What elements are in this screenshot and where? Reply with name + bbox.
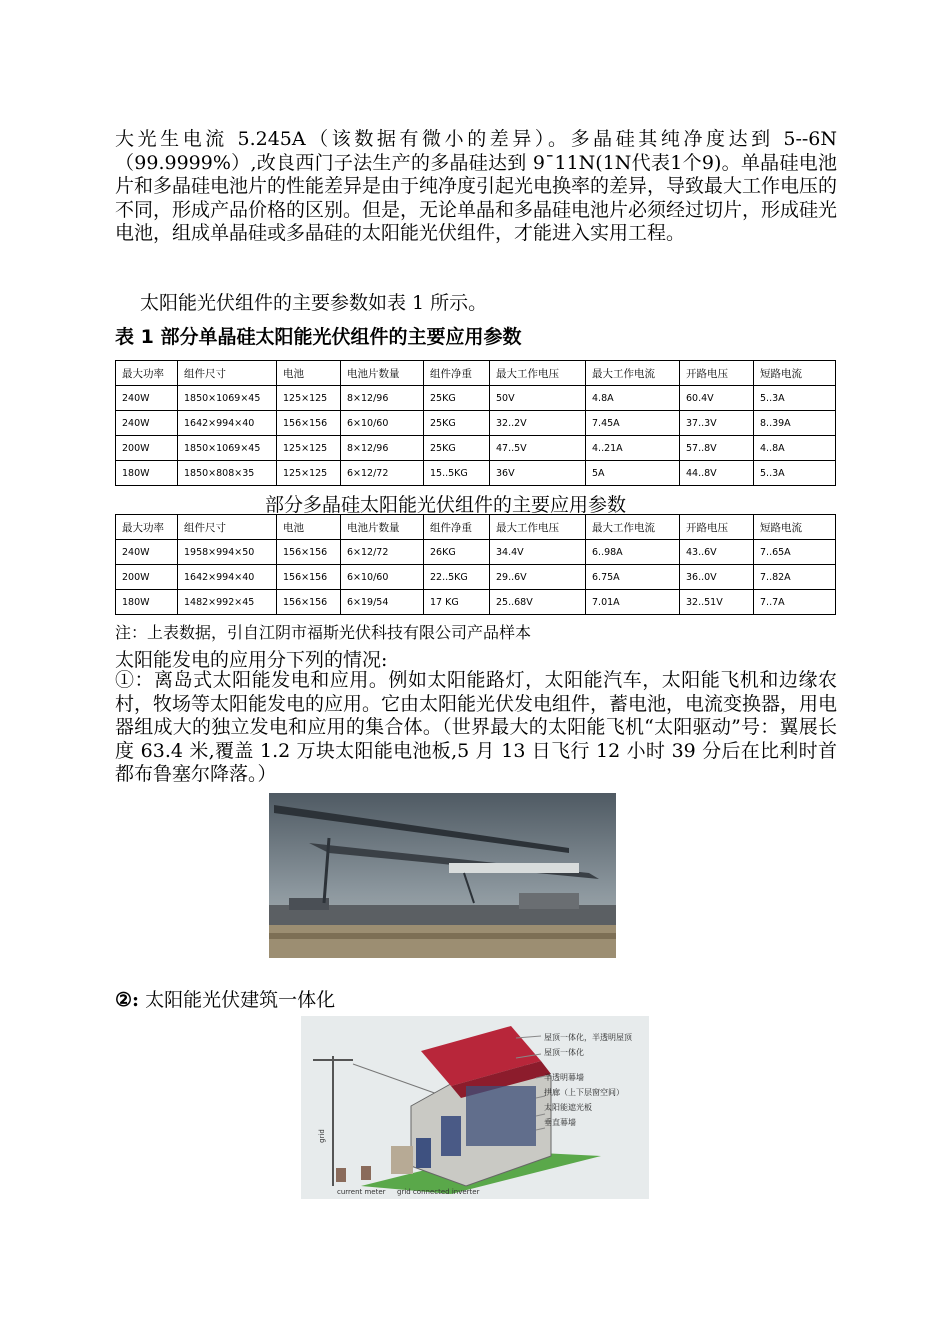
diagram-inverter-label: grid connected inverter [397, 1188, 480, 1196]
source-note: 注：上表数据，引自江阴市福斯光伏科技有限公司产品样本 [115, 623, 532, 642]
table-row [116, 565, 836, 590]
table-cell: 6×10/60 [341, 565, 424, 590]
table-cell: 1642×994×40 [178, 411, 277, 436]
table-cell: 7..65A [754, 540, 836, 565]
table-cell: 240W [116, 540, 178, 565]
table-header-cell: 最大工作电压 [490, 361, 586, 386]
table-cell: 6×19/54 [341, 590, 424, 615]
table-cell: 36..0V [680, 565, 754, 590]
app2-number: ②: [115, 989, 140, 1011]
diagram-label: 屋顶一体化 [544, 1048, 584, 1057]
table-cell: 7..7A [754, 590, 836, 615]
table-header-cell: 最大工作电压 [490, 515, 586, 540]
bipv-diagram [301, 1016, 649, 1199]
table-cell: 34.4V [490, 540, 586, 565]
app2-text: 太阳能光伏建筑一体化 [145, 989, 336, 1011]
table-cell: 37..3V [680, 411, 754, 436]
table-cell: 6..98A [586, 540, 680, 565]
table-cell: 44..8V [680, 461, 754, 486]
table-cell: 7.01A [586, 590, 680, 615]
table-cell: 156×156 [277, 540, 341, 565]
table-cell: 5..3A [754, 386, 836, 411]
table-header-cell: 短路电流 [754, 515, 836, 540]
table-header-cell: 最大工作电流 [586, 361, 680, 386]
diagram-label: 太阳能遮光板 [544, 1103, 592, 1112]
table-cell: 1850×1069×45 [178, 436, 277, 461]
table-cell: 8×12/96 [341, 436, 424, 461]
table-cell: 240W [116, 386, 178, 411]
table-cell: 22..5KG [424, 565, 490, 590]
table-cell: 156×156 [277, 590, 341, 615]
table-cell: 57..8V [680, 436, 754, 461]
table-header-cell: 短路电流 [754, 361, 836, 386]
table-cell: 4.8A [586, 386, 680, 411]
table-cell: 1958×994×50 [178, 540, 277, 565]
table-row [116, 540, 836, 565]
table-cell: 6×12/72 [341, 540, 424, 565]
table-header-cell: 电池片数量 [341, 515, 424, 540]
table-cell: 4..21A [586, 436, 680, 461]
table-header-cell: 开路电压 [680, 515, 754, 540]
table-header-cell: 组件尺寸 [178, 361, 277, 386]
table-cell: 125×125 [277, 436, 341, 461]
table-cell: 125×125 [277, 386, 341, 411]
table-cell: 5A [586, 461, 680, 486]
table-header-cell: 最大功率 [116, 515, 178, 540]
mono-params-table [115, 360, 836, 486]
table-header-cell: 电池 [277, 361, 341, 386]
table-cell: 1642×994×40 [178, 565, 277, 590]
table-row [116, 436, 836, 461]
table-row [116, 411, 836, 436]
table1-title: 表 1 部分单晶硅太阳能光伏组件的主要应用参数 [115, 326, 522, 348]
table-cell: 32..2V [490, 411, 586, 436]
table-row [116, 461, 836, 486]
table-header-cell: 组件净重 [424, 515, 490, 540]
table-cell: 240W [116, 411, 178, 436]
table-cell: 25KG [424, 436, 490, 461]
table-header-cell: 最大工作电流 [586, 515, 680, 540]
table-cell: 200W [116, 565, 178, 590]
table-cell: 43..6V [680, 540, 754, 565]
table-cell: 7..82A [754, 565, 836, 590]
body-paragraph-silicon: 大光生电流 5.245A（该数据有微小的差异）。多晶硅其纯净度达到 5--6N（99.9999%）,改良西门子法生产的多晶硅达到 9¯11N(1N代表1个9)。单晶硅电池片和多晶硅电池片的性能差异是由于纯净度引起光电换率的差异，导致最大工作电压的不同，形成产品价格的区别。但是，无论单晶和多晶硅电池片必须经过切片，形成硅光电池，组成单晶硅或多晶硅的太阳能光伏组件，才能进入实用工程。 [115, 128, 838, 244]
table-cell: 6×12/72 [341, 461, 424, 486]
table-cell: 60.4V [680, 386, 754, 411]
table-cell: 6.75A [586, 565, 680, 590]
diagram-label: 半透明幕墙 [544, 1073, 584, 1082]
table-cell: 50V [490, 386, 586, 411]
table-cell: 25KG [424, 411, 490, 436]
diagram-labels [544, 1030, 632, 1130]
table-cell: 5..3A [754, 461, 836, 486]
table-cell: 200W [116, 436, 178, 461]
table-cell: 47..5V [490, 436, 586, 461]
table-cell: 1850×808×35 [178, 461, 277, 486]
table-row [116, 386, 836, 411]
table2-title: 部分多晶硅太阳能光伏组件的主要应用参数 [265, 494, 627, 516]
diagram-meter-label: current meter [337, 1188, 386, 1196]
table-cell: 125×125 [277, 461, 341, 486]
table-header-cell: 组件尺寸 [178, 515, 277, 540]
apps-title: 太阳能发电的应用分下列的情况: [115, 649, 388, 671]
solar-plane-photo [269, 793, 616, 958]
table-cell: 7.45A [586, 411, 680, 436]
diagram-label: 垂直幕墙 [544, 1118, 576, 1127]
table-cell: 36V [490, 461, 586, 486]
table-cell: 25..68V [490, 590, 586, 615]
diagram-label: 屋顶一体化，半透明屋顶 [544, 1033, 632, 1042]
table-cell: 156×156 [277, 411, 341, 436]
app2-line [115, 985, 335, 1012]
table-cell: 32..51V [680, 590, 754, 615]
table-cell: 180W [116, 461, 178, 486]
table-intro: 太阳能光伏组件的主要参数如表 1 所示。 [140, 292, 488, 314]
table-cell: 1482×992×45 [178, 590, 277, 615]
table-cell: 8×12/96 [341, 386, 424, 411]
table-cell: 156×156 [277, 565, 341, 590]
table-cell: 17 KG [424, 590, 490, 615]
table-cell: 1850×1069×45 [178, 386, 277, 411]
table-header-cell: 电池 [277, 515, 341, 540]
poly-params-table [115, 514, 836, 615]
table-header-cell: 开路电压 [680, 361, 754, 386]
diagram-grid-label: grid [317, 1129, 326, 1143]
table-cell: 4..8A [754, 436, 836, 461]
table-cell: 25KG [424, 386, 490, 411]
table-header-cell: 电池片数量 [341, 361, 424, 386]
diagram-label: 拱廊（上下层窗空间） [544, 1088, 624, 1097]
table-cell: 26KG [424, 540, 490, 565]
table-header-cell: 最大功率 [116, 361, 178, 386]
table-cell: 15..5KG [424, 461, 490, 486]
table-cell: 6×10/60 [341, 411, 424, 436]
table-row [116, 590, 836, 615]
table-header-cell: 组件净重 [424, 361, 490, 386]
app1-paragraph: ①：离岛式太阳能发电和应用。例如太阳能路灯，太阳能汽车，太阳能飞机和边缘农村，牧场等太阳能发电的应用。它由太阳能光伏发电组件，蓄电池，电流变换器，用电器组成大的独立发电和应用的集合体。（世界最大的太阳能飞机“太阳驱动”号：翼展长度 63.4 米,覆盖 1.2 万块太阳能电池板,5 月 13 日飞行 12 小时 39 分后在比利时首都布鲁塞尔降落。） [115, 669, 838, 785]
table-cell: 180W [116, 590, 178, 615]
table-cell: 8..39A [754, 411, 836, 436]
table-cell: 29..6V [490, 565, 586, 590]
